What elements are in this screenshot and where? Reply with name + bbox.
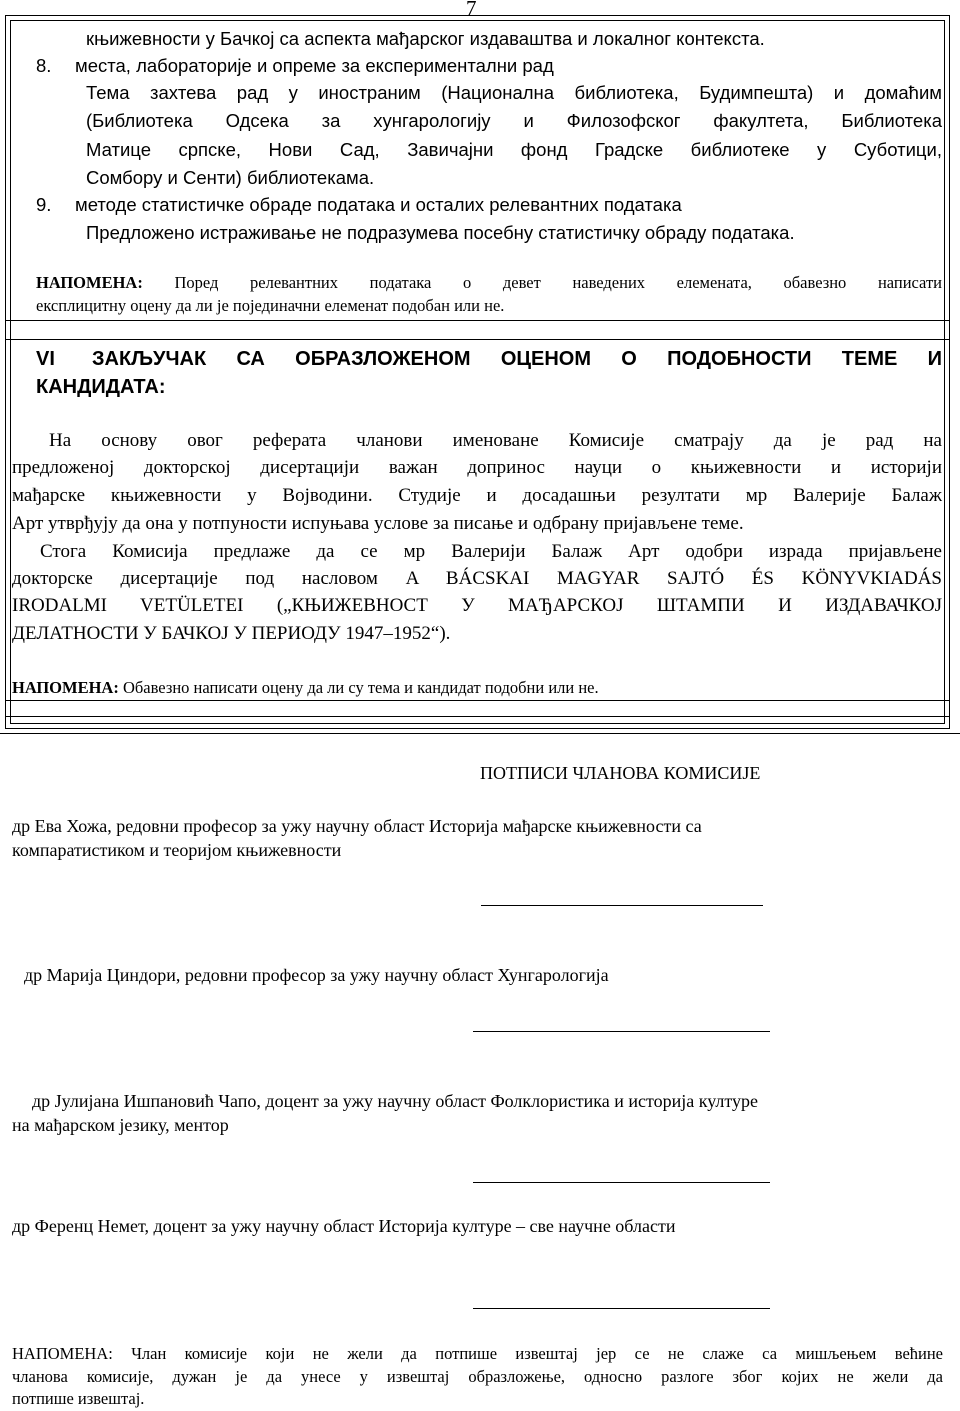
conclusion-line: мађарске књижевности у Војводини. Студије и досадашњи резултати мр Валерије Балаж <box>12 485 942 506</box>
member-line: др Ева Хожа, редовни професор за ужу научну област Историја мађарске књижевности са <box>12 816 702 836</box>
member-line: др Ференц Немет, доцент за ужу научну област Историја културе – све научне области <box>12 1216 676 1236</box>
item-8-line: Тема захтева рад у иностраним (Национална библиотека, Будимпешта) и домаћим <box>86 82 942 103</box>
signature-line <box>481 905 763 906</box>
continuation-line: књижевности у Бачкој са аспекта мађарског издаваштва и локалног контекста. <box>86 28 765 49</box>
signature-line <box>473 1308 770 1309</box>
conclusion-line: Арт утврђују да она у потпуности испуњава услове за писање и одбрану пријављене теме. <box>12 513 744 534</box>
item-8-line: Сомбору и Сенти) библиотекама. <box>86 167 375 188</box>
signature-line <box>473 1182 770 1183</box>
proposal-line: Стога Комисија предлаже да се мр Валерији Балаж Арт одобри израда пријављене <box>40 541 942 562</box>
signature-line <box>473 1031 770 1032</box>
member-line: компаратистиком и теоријом књижевности <box>12 840 342 860</box>
footer-note-line: потпише извештај. <box>12 1389 145 1408</box>
conclusion-line: На основу овог реферата чланови именоване Комисије сматрају да је рад на <box>49 430 942 451</box>
section-vi-title-cont: КАНДИДАТА: <box>36 376 166 398</box>
note-text: Поред релевантних података о девет наведених елемената, обавезно написати <box>174 273 942 292</box>
member-line: др Јулијана Ишпановић Чапо, доцент за ужу научну област Фолклористика и историја културе <box>32 1091 759 1111</box>
proposal-line: IRODALMI VETÜLETEI („КЊИЖЕВНОСТ У МАЂАРСКОЈ ШТАМПИ И ИЗДАВАЧКОЈ <box>12 595 942 616</box>
member-line: др Марија Циндори, редовни професор за ужу научну област Хунгарологија <box>24 965 609 985</box>
conclusion-line: предложеној докторској дисертацији важан допринос науци о књижевности и историји <box>12 457 942 478</box>
table-divider <box>5 320 950 321</box>
table-divider <box>5 339 950 340</box>
footer-note-line: чланова комисије, дужан је да унесе у извештај образложење, односно разлоге због којих не жели да <box>12 1367 943 1386</box>
member-line: на мађарском језику, ментор <box>12 1115 229 1135</box>
note-label: НАПОМЕНА: <box>36 273 143 292</box>
note-line-1 <box>36 273 942 293</box>
proposal-line: ДЕЛАТНОСТИ У БАЧКОЈ У ПЕРИОДУ 1947–1952“). <box>12 623 451 644</box>
section-vi-note-text: Обавезно написати оцену да ли су тема и кандидат подобни или не. <box>122 678 599 697</box>
signatures-heading: ПОТПИСИ ЧЛАНОВА КОМИСИЈЕ <box>480 763 761 783</box>
item-9-line: Предложено истраживање не подразумева посебну статистичку обраду података. <box>86 222 795 243</box>
section-vi-title: ЗАКЉУЧАК СА ОБРАЗЛОЖЕНОМ ОЦЕНОМ О ПОДОБНОСТИ ТЕМЕ И <box>92 348 942 370</box>
page-number: 7 <box>466 0 477 20</box>
item-9-number: 9. <box>36 194 52 215</box>
table-divider <box>5 700 950 701</box>
table-divider <box>5 716 950 717</box>
note-line-2: експлицитну оцену да ли је појединачни елеменат подобан или не. <box>36 296 505 315</box>
table-bottom-rule <box>0 733 960 734</box>
item-8-number: 8. <box>36 55 52 76</box>
section-vi-note-label: НАПОМЕНА: <box>12 678 119 697</box>
section-vi-note <box>12 678 599 698</box>
item-9-heading: методе статистичке обраде података и осталих релевантних података <box>75 194 682 215</box>
footer-note-line: НАПОМЕНА: Члан комисије који не жели да потпише извештај јер се не слаже са мишљењем већине <box>12 1344 943 1363</box>
section-vi-numeral: VI <box>36 348 55 370</box>
proposal-line: докторске дисертације под насловом A BÁCSKAI MAGYAR SAJTÓ ÉS KÖNYVKIADÁS <box>12 568 942 589</box>
item-8-line: (Библиотека Одсека за хунгарологију и Филозофског факултета, Библиотека <box>86 110 942 131</box>
item-8-heading: места, лабораторије и опреме за експериментални рад <box>75 55 554 76</box>
item-8-line: Матице српске, Нови Сад, Завичајни фонд Градске библиотеке у Суботици, <box>86 139 942 160</box>
